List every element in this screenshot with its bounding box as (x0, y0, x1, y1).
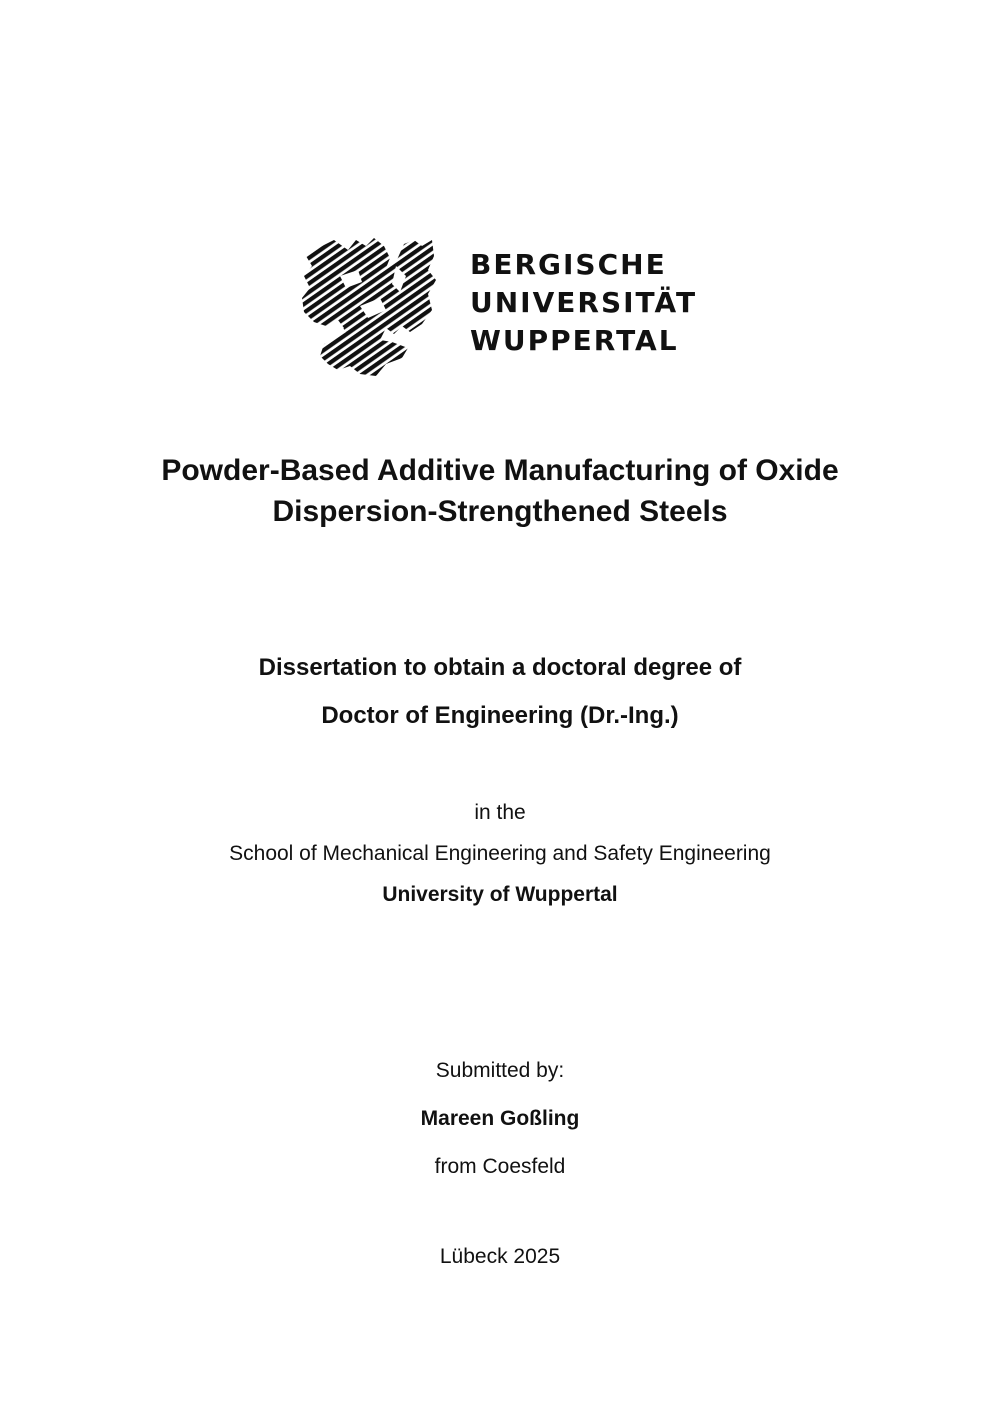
author-origin: from Coesfeld (434, 1155, 566, 1178)
title-line-2: Dispersion-Strengthened Steels (272, 495, 728, 528)
lion-crest-icon (300, 236, 438, 378)
dissertation-title (100, 450, 900, 532)
school-intro: in the (474, 801, 526, 824)
faculty-name: School of Mechanical Engineering and Safety Engineering (229, 842, 771, 865)
school-block (100, 792, 900, 915)
author-block (100, 1047, 900, 1191)
author-name: Mareen Goßling (420, 1107, 580, 1130)
place-and-year: Lübeck 2025 (439, 1245, 561, 1268)
logo-wordmark (470, 246, 697, 360)
degree-line-2: Doctor of Engineering (Dr.-Ing.) (321, 702, 679, 729)
degree-statement (100, 644, 900, 740)
degree-line-1: Dissertation to obtain a doctoral degree of (258, 654, 742, 681)
logo-line-1: BERGISCHE (470, 248, 667, 281)
title-line-1: Powder-Based Additive Manufacturing of Oxide (161, 454, 839, 487)
university-logo (300, 236, 700, 378)
logo-line-3: WUPPERTAL (470, 324, 679, 357)
logo-line-2: UNIVERSITÄT (470, 286, 698, 319)
submitted-by-label: Submitted by: (435, 1059, 565, 1082)
university-name: University of Wuppertal (382, 883, 618, 906)
